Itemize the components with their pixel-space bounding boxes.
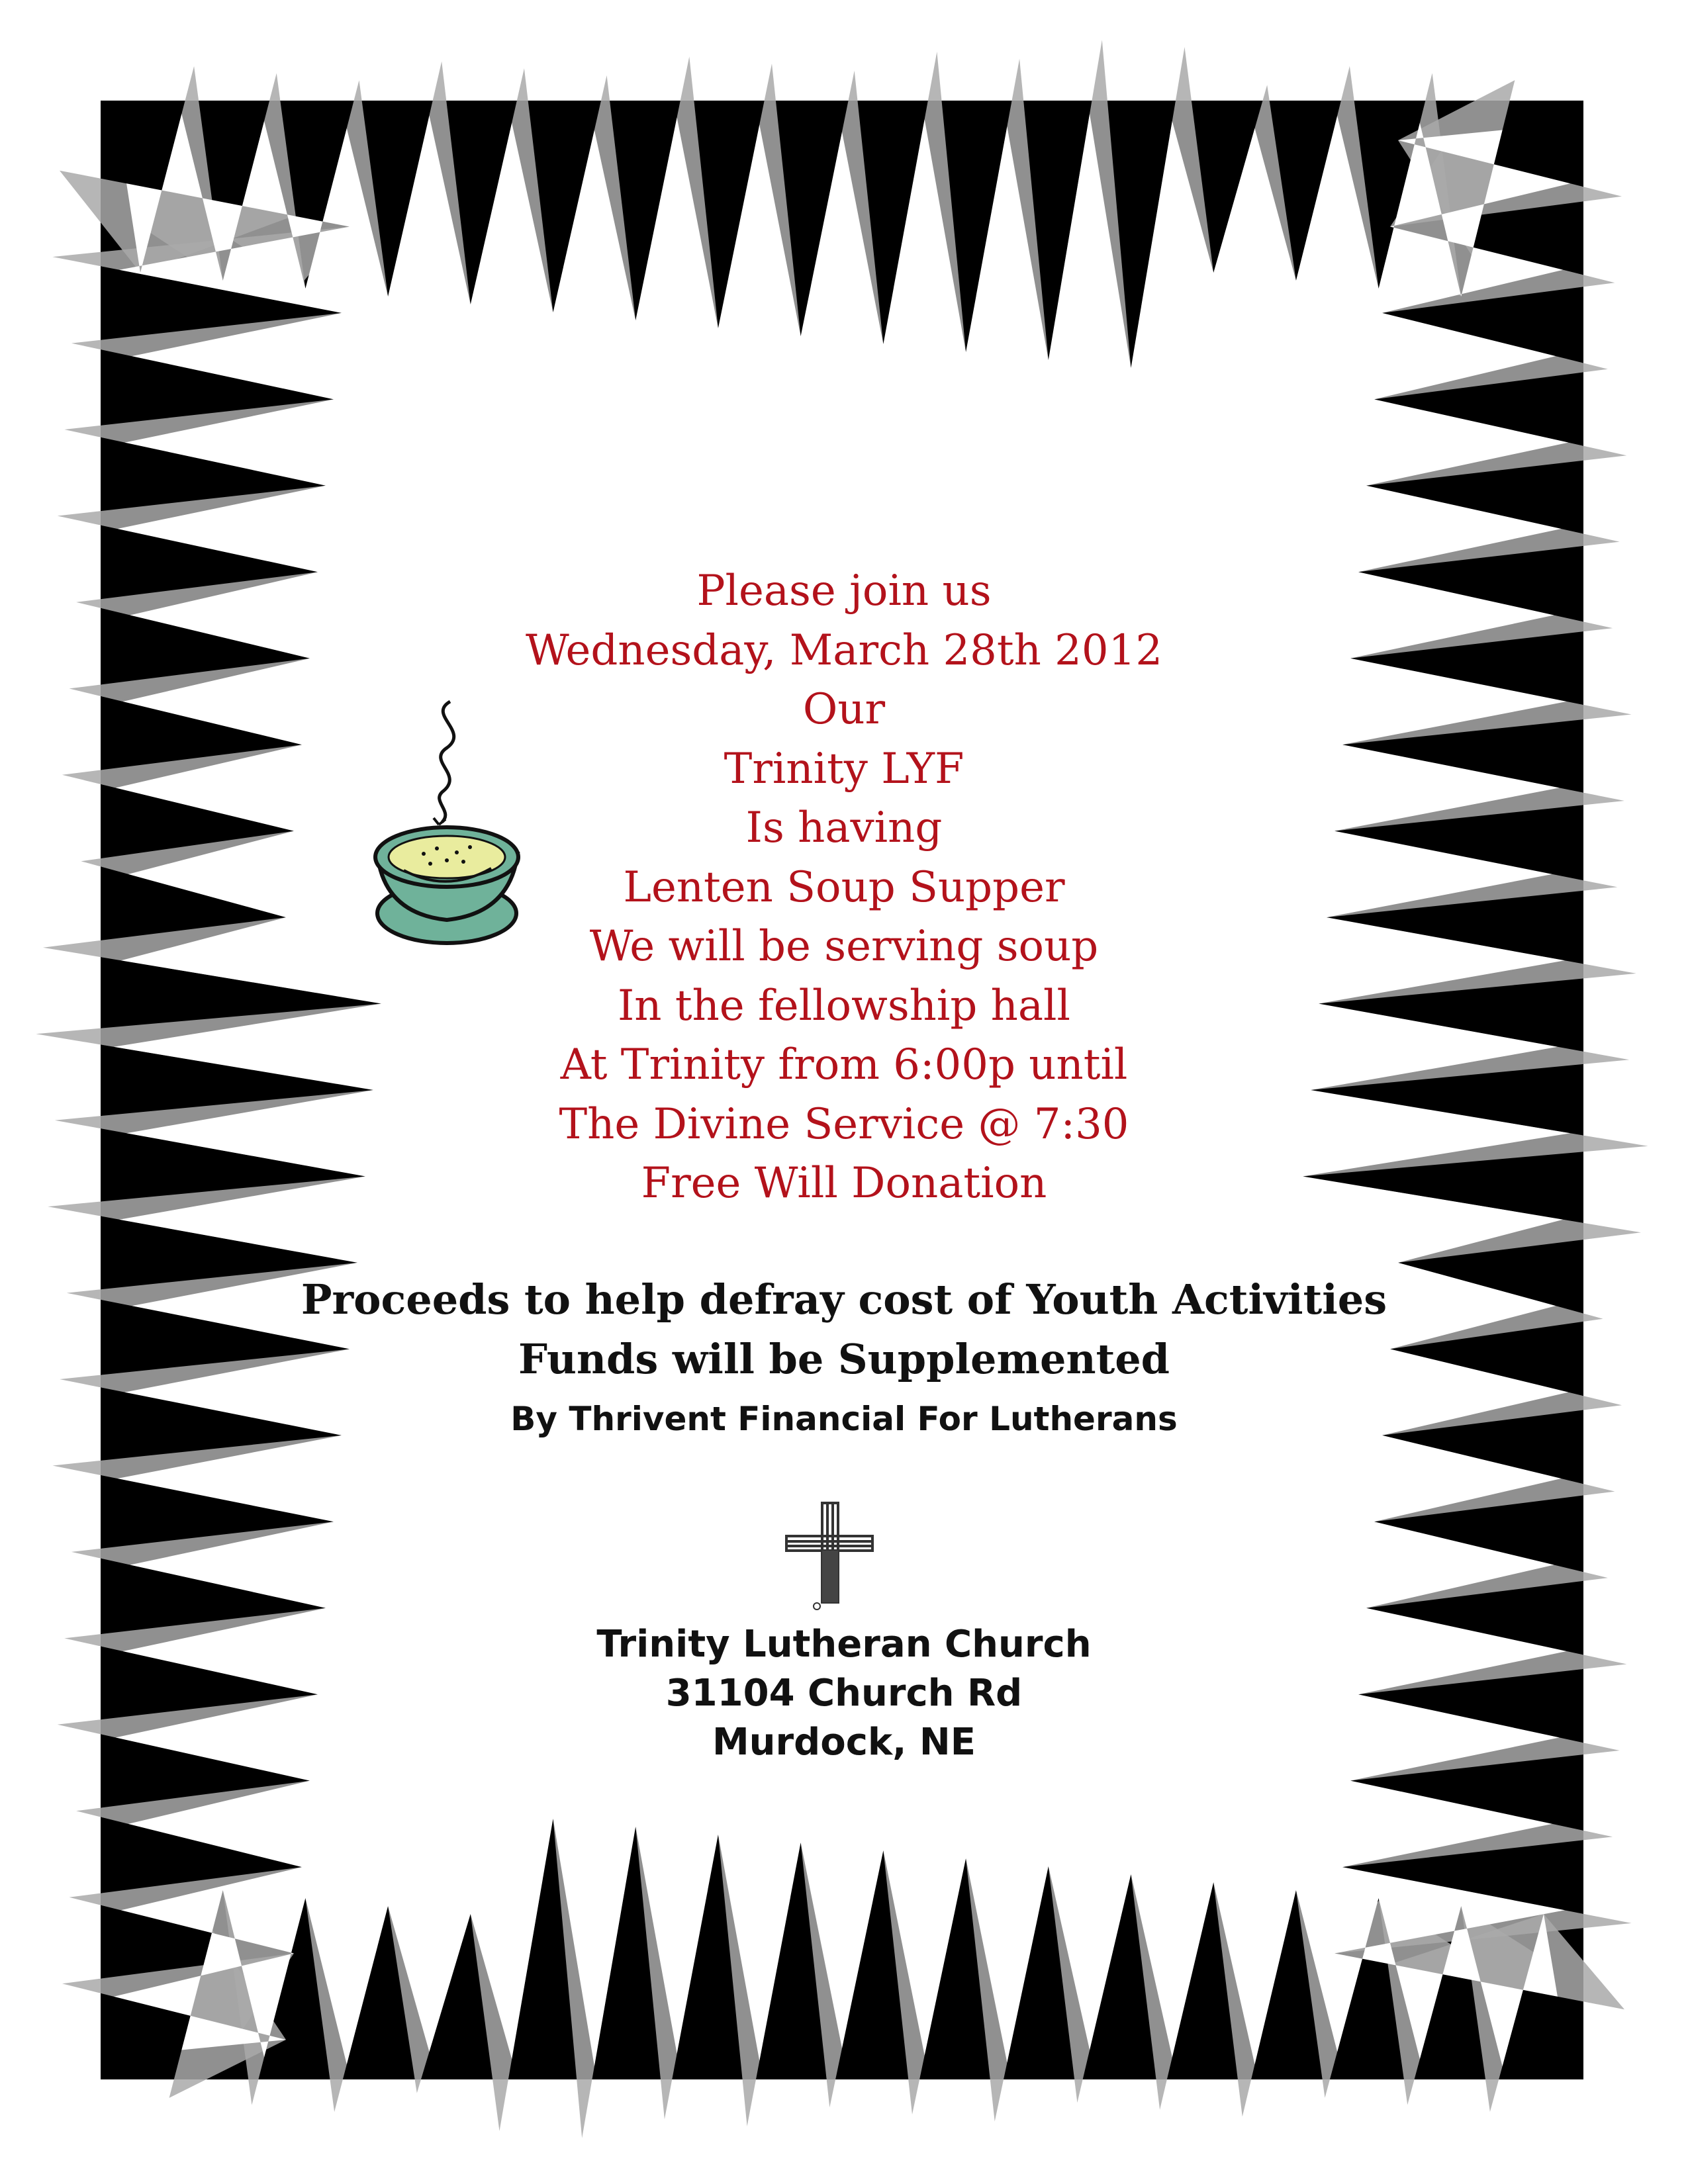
- church-street: 31104 Church Rd: [665, 1672, 1023, 1715]
- invitation-line: Our: [802, 685, 886, 734]
- invitation-line: We will be serving soup: [589, 922, 1099, 971]
- invitation-line: Lenten Soup Supper: [623, 862, 1065, 912]
- church-name: Trinity Lutheran Church: [596, 1623, 1092, 1666]
- thrivent-line: By Thrivent Financial For Lutherans: [510, 1400, 1178, 1438]
- invitation-line: Wednesday, March 28th 2012: [525, 625, 1163, 675]
- invitation-line: Please join us: [696, 567, 992, 615]
- proceeds-line: Proceeds to help defray cost of Youth Activities: [301, 1275, 1387, 1324]
- invitation-line: Trinity LYF: [724, 744, 964, 794]
- funds-line: Funds will be Supplemented: [518, 1335, 1170, 1383]
- invitation-line: In the fellowship hall: [618, 981, 1070, 1030]
- invitation-line: The Divine Service @ 7:30: [559, 1099, 1129, 1149]
- invitation-line: Free Will Donation: [641, 1159, 1047, 1208]
- invitation-line: At Trinity from 6:00p until: [560, 1040, 1128, 1089]
- church-city: Murdock, NE: [712, 1721, 976, 1764]
- lutheran-cross-logo: [781, 1499, 887, 1618]
- invitation-line: Is having: [745, 803, 943, 852]
